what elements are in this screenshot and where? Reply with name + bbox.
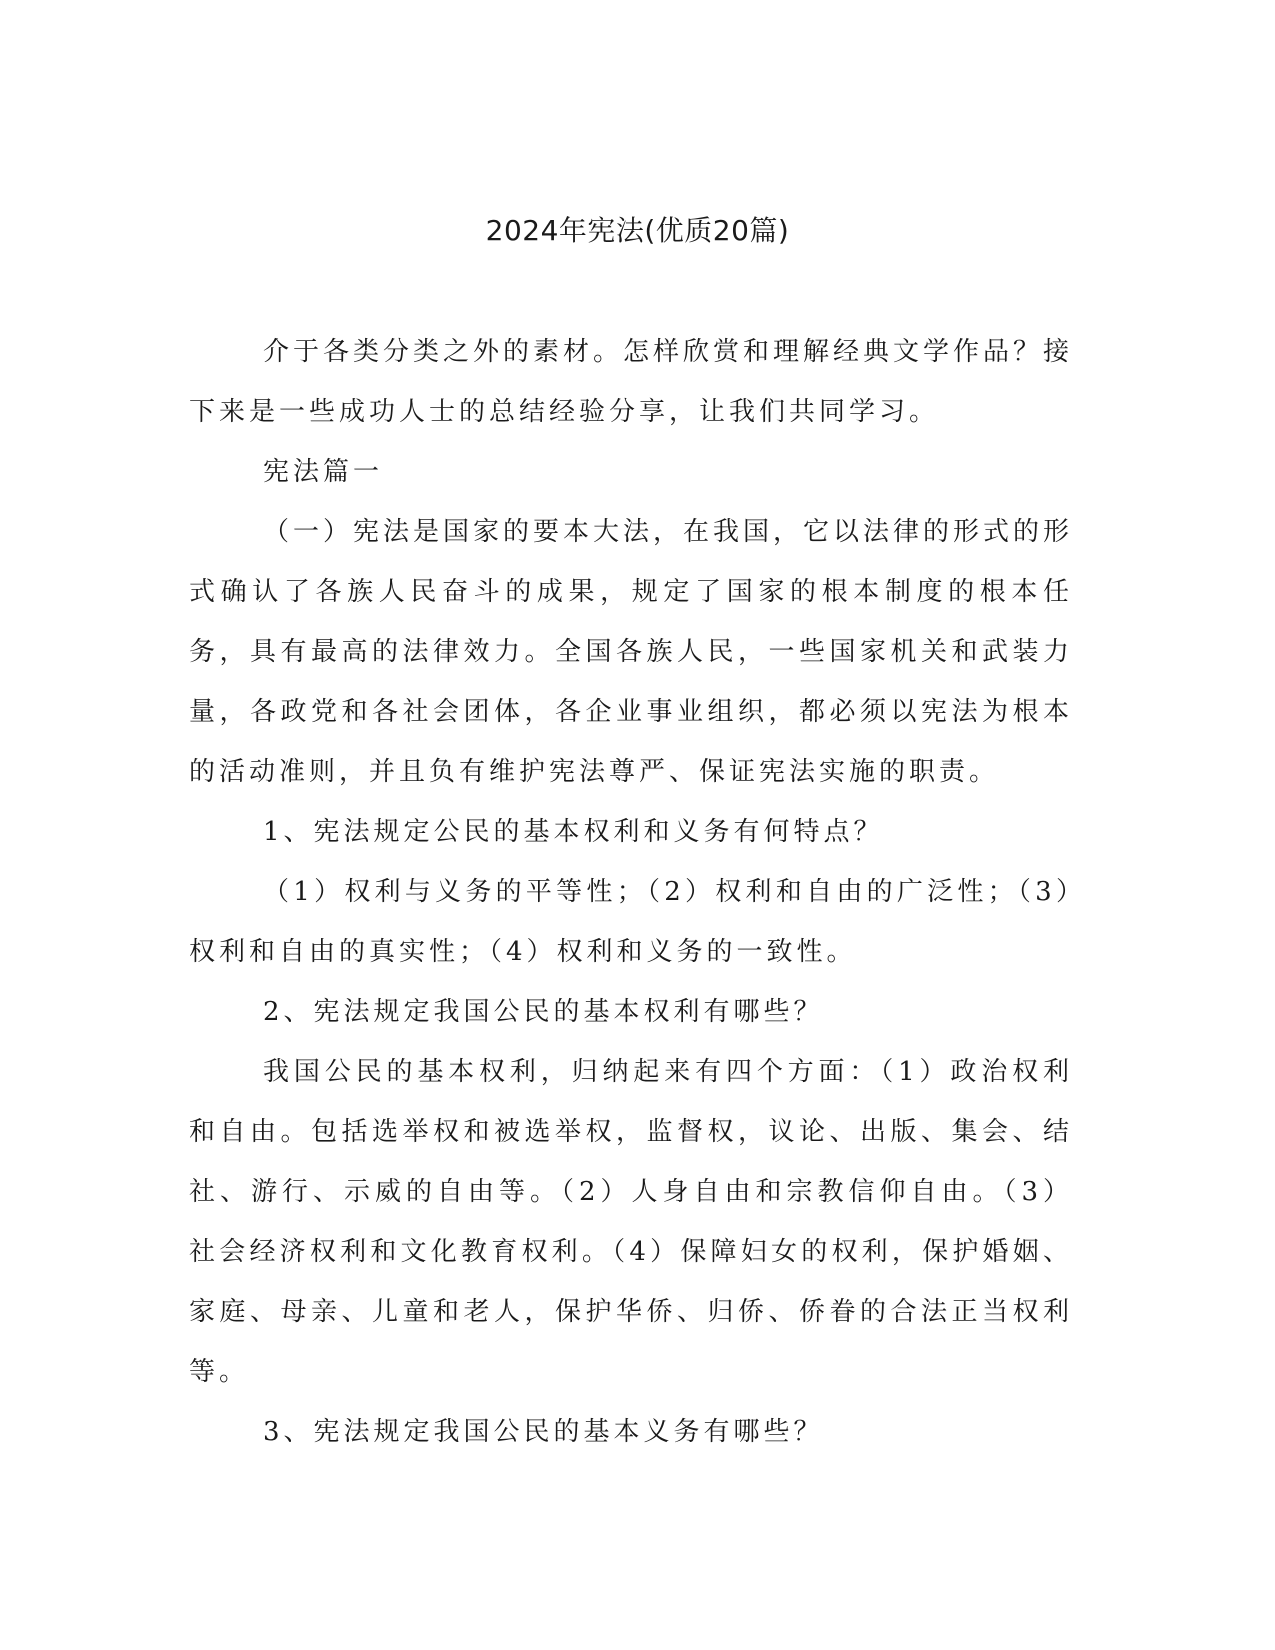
body-paragraph: （一）宪法是国家的要本大法，在我国，它以法律的形式的形式确认了各族人民奋斗的成果，规定了国家的根本制度的根本任务，具有最高的法律效力。全国各族人民，一些国家机关和武装力量，各政党和各社会团体，各企业事业组织，都必须以宪法为根本的活动准则，并且负有维护宪法尊严、保证宪法实施的职责。 [189, 517, 1074, 787]
section-heading: 宪法篇一 [263, 457, 384, 487]
body-paragraph: （1）权利与义务的平等性；（2）权利和自由的广泛性；（3）权利和自由的真实性；（4）权利和义务的一致性。 [189, 877, 1073, 967]
body-paragraph: 我国公民的基本权利，归纳起来有四个方面：（1）政治权利和自由。包括选举权和被选举权，监督权，议论、出版、集会、结社、游行、示威的自由等。（2）人身自由和宗教信仰自由。（3）社会经济权利和文化教育权利。（4）保障妇女的权利，保护婚姻、家庭、母亲、儿童和老人，保护华侨、归侨、侨眷的合法正当权利等。 [189, 1057, 1073, 1387]
question-heading: 1、宪法规定公民的基本权利和义务有何特点？ [263, 817, 884, 847]
question-heading: 3、宪法规定我国公民的基本义务有哪些？ [263, 1417, 824, 1447]
document-title: 2024年宪法(优质20篇) [485, 214, 790, 247]
document-body [189, 322, 1073, 1462]
question-heading: 2、宪法规定我国公民的基本权利有哪些？ [263, 997, 824, 1027]
intro-paragraph: 介于各类分类之外的素材。怎样欣赏和理解经典文学作品？接下来是一些成功人士的总结经验分享，让我们共同学习。 [189, 337, 1074, 427]
